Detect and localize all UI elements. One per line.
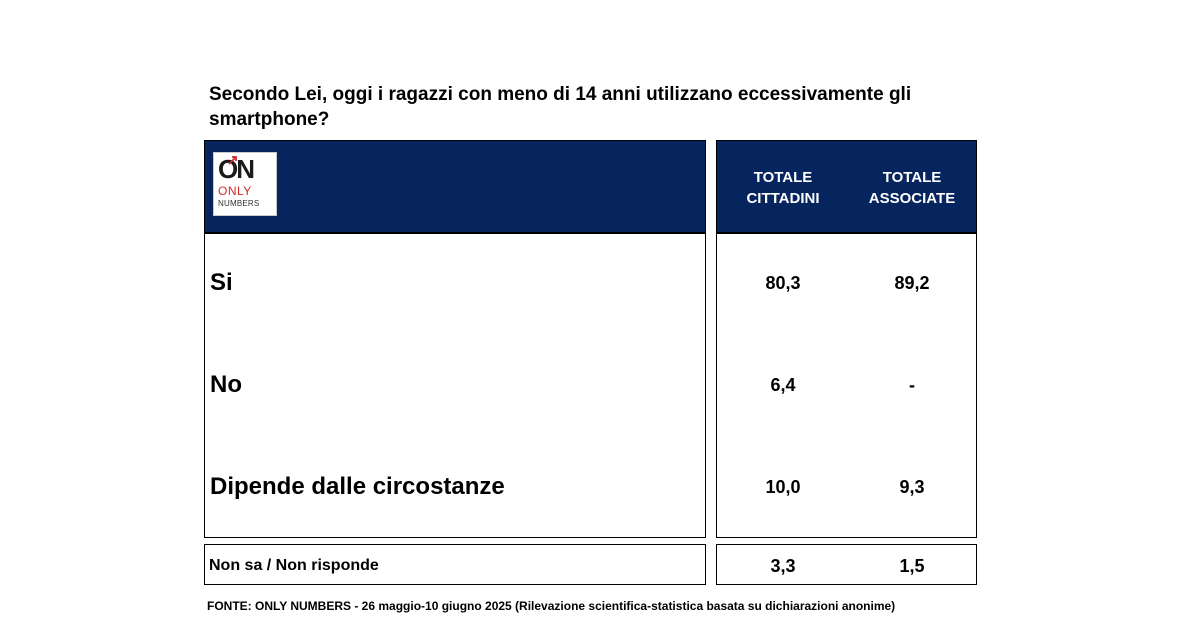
logo-arrow-icon — [228, 155, 238, 165]
value-no-cittadini: 6,4 — [770, 375, 796, 395]
values-header — [717, 141, 976, 232]
source-note: FONTE: ONLY NUMBERS - 26 maggio-10 giugno 2025 (Rilevazione scientifica-statistica basata su dichiarazioni anonime) — [207, 599, 896, 613]
value-dipende-cittadini: 10,0 — [765, 477, 801, 497]
row-label-non-sa: Non sa / Non risponde — [209, 557, 379, 574]
row-label-no: No — [210, 371, 242, 398]
question-title: Secondo Lei, oggi i ragazzi con meno di 14 anni utilizzano eccessivamente gli smartphone? — [209, 84, 912, 130]
column-header-associate: TOTALE ASSOCIATE — [868, 169, 956, 207]
only-numbers-logo — [213, 152, 277, 216]
header-divider — [717, 232, 976, 234]
row-label-si: Si — [210, 269, 233, 296]
footer-label-panel — [204, 544, 706, 585]
value-si-associate: 89,2 — [894, 273, 930, 293]
footer-values-panel — [716, 544, 977, 585]
row-label-dipende: Dipende dalle circostanze — [210, 473, 505, 500]
column-header-cittadini: TOTALE CITTADINI — [746, 169, 820, 207]
logo-numbers-text: NUMBERS — [218, 199, 260, 208]
value-non-sa-associate: 1,5 — [899, 556, 925, 576]
labels-panel — [204, 140, 706, 538]
value-no-associate: - — [909, 375, 915, 395]
value-non-sa-cittadini: 3,3 — [770, 556, 796, 576]
logo-mark: ON — [218, 154, 253, 184]
logo-only-text: ONLY — [218, 184, 252, 198]
labels-header — [205, 141, 705, 232]
value-dipende-associate: 9,3 — [899, 477, 925, 497]
header-divider — [205, 232, 705, 234]
values-panel — [716, 140, 977, 538]
value-si-cittadini: 80,3 — [765, 273, 801, 293]
